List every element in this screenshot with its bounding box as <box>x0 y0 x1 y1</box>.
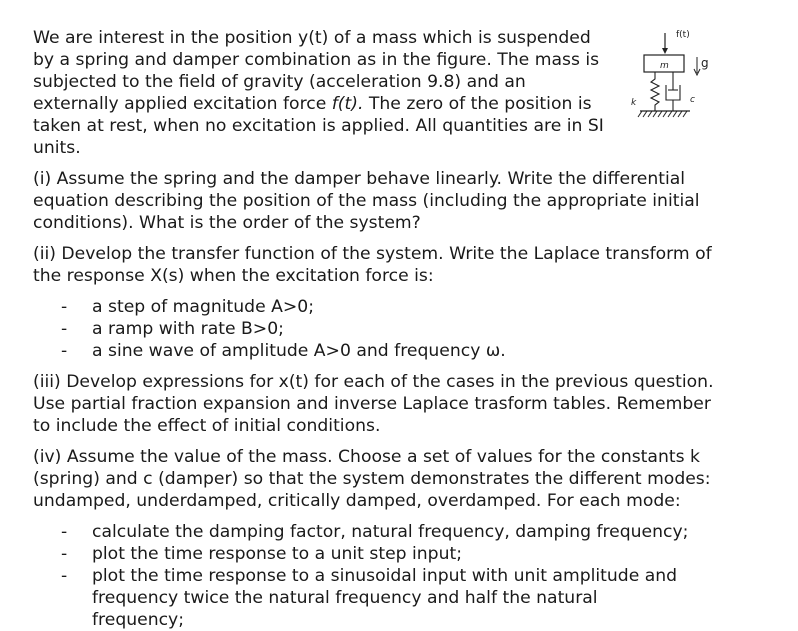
question-3-text: (iii) Develop expressions for x(t) for each of the cases in the previous question. Use partial fraction expansion and inverse Laplace trasform tables. Remember to include the effect of initial conditions. <box>33 372 714 436</box>
mass-label: m <box>660 61 669 71</box>
question-2-list <box>33 296 733 362</box>
list-item: - a sine wave of amplitude A>0 and frequency ω. <box>61 341 506 361</box>
question-2 <box>33 243 733 362</box>
mass-spring-damper-figure <box>618 26 728 136</box>
spring-label: k <box>631 98 637 108</box>
ground-hatching <box>638 111 687 117</box>
intro-paragraph: We are interest in the position y(t) of a mass which is suspended by a spring and damper combination as in the figure. The mass is subjected to the field of gravity (acceleration 9.8) and an externally applied excitation force f(t). The zero of the position is taken at rest, when no excitation is applied. All quantities are in SI units. <box>33 28 604 158</box>
gravity-label: g <box>701 56 709 70</box>
list-item: - plot the time response to a sinusoidal input with unit amplitude and frequency twice the natural frequency and half the natural frequency; <box>61 566 678 630</box>
list-item: - a step of magnitude A>0; <box>61 297 314 317</box>
force-arrowhead <box>662 48 668 54</box>
list-item: - plot the time response to a unit step input; <box>61 544 463 564</box>
list-item: - calculate the damping factor, natural frequency, damping frequency; <box>61 522 689 542</box>
damper-label: c <box>690 95 695 105</box>
question-4-list <box>33 521 733 631</box>
force-label: f(t) <box>676 30 690 40</box>
spring <box>651 72 659 111</box>
question-1-text: (i) Assume the spring and the damper behave linearly. Write the differential equation describing the position of the mass (including the appropriate initial conditions). What is the order of the system? <box>33 169 700 233</box>
question-2-text: (ii) Develop the transfer function of the system. Write the Laplace transform of the response X(s) when the excitation force is: <box>33 244 712 286</box>
question-3 <box>33 371 733 437</box>
list-item: - a ramp with rate B>0; <box>61 319 284 339</box>
question-1 <box>33 168 733 234</box>
force-function: f(t). <box>331 94 364 114</box>
question-4 <box>33 446 733 631</box>
mass-spring-damper-diagram <box>618 26 728 136</box>
question-4-text: (iv) Assume the value of the mass. Choose a set of values for the constants k (spring) and c (damper) so that the system demonstrates the different modes: undamped, underdamped, critically damped, overdamped. For each mode: <box>33 447 711 511</box>
